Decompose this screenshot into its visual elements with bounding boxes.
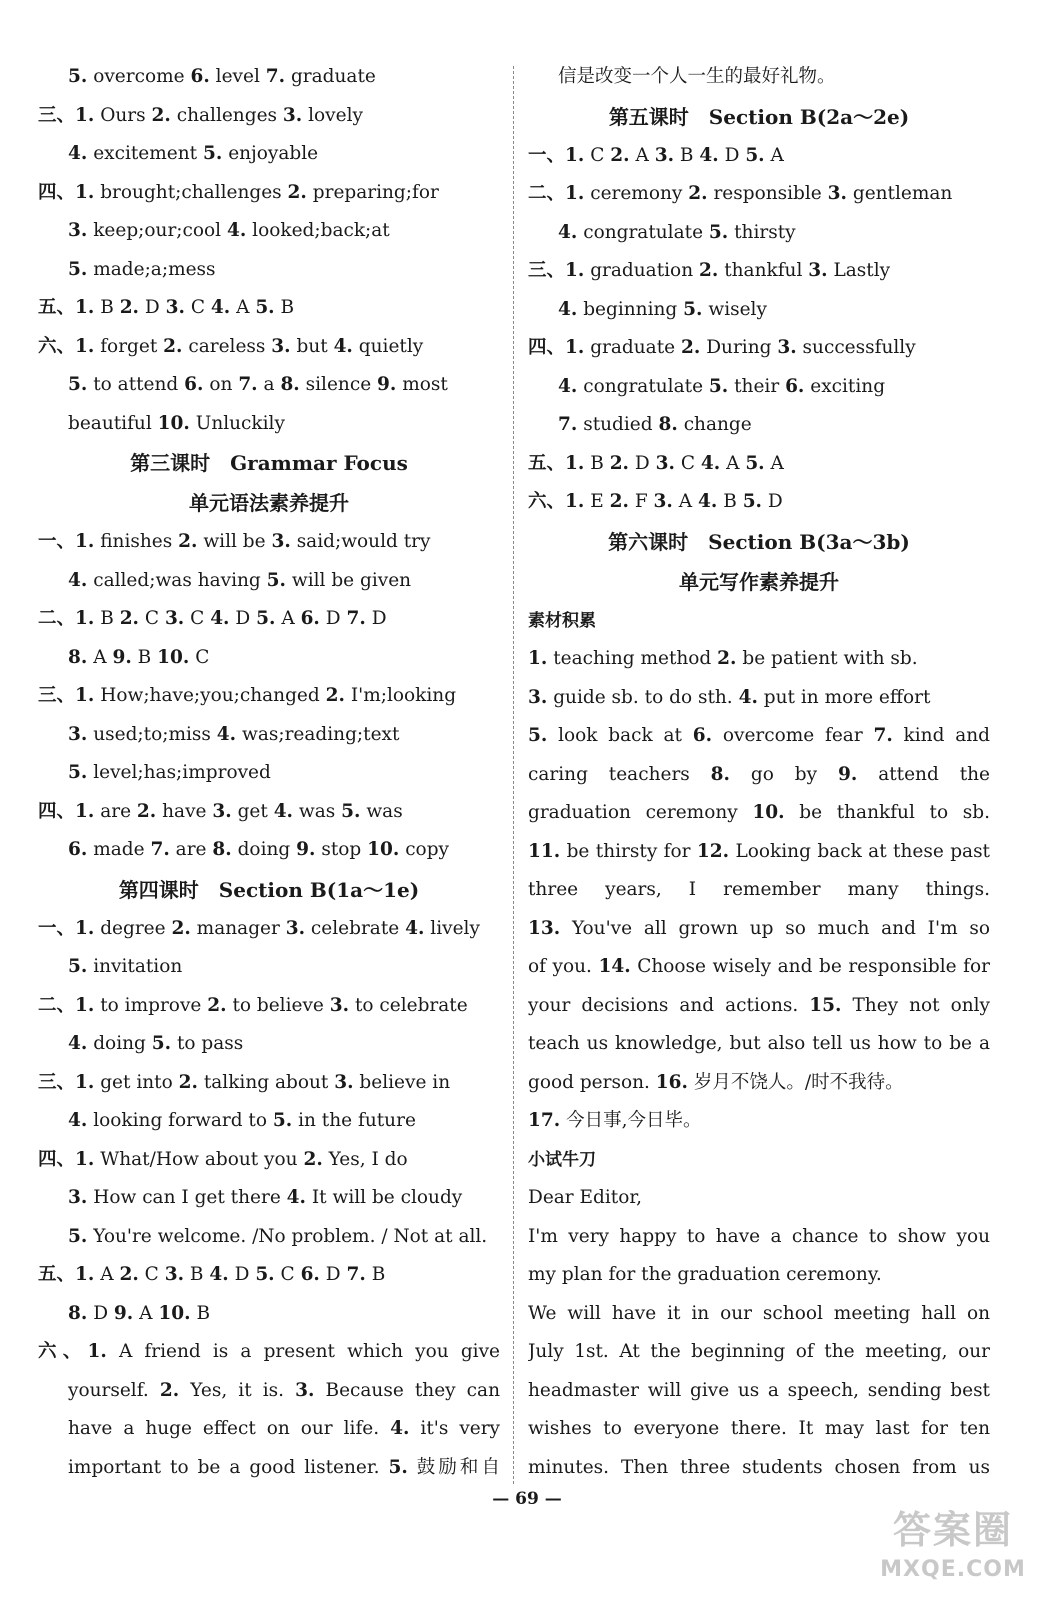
answer-line: 五、1. A 2. C 3. B 4. D 5. C 6. D 7. B [38,1264,386,1285]
answer-line: 4. doing 5. to pass [68,1033,244,1054]
answer-line: 二、1. B 2. C 3. C 4. D 5. A 6. D 7. D [38,608,387,629]
answer-line: good person. 16. 岁月不饶人。/时不我待。 [528,1071,904,1093]
answer-line: 4. excitement 5. enjoyable [68,143,319,164]
section-subheading: 小试牛刀 [528,1149,596,1170]
answer-line: wishes to everyone there. It may last for ten [528,1418,990,1439]
section-heading: 单元写作素养提升 [679,569,839,594]
answer-line: have a huge effect on our life. 4. it's very [68,1418,500,1439]
answer-line: 三、1. get into 2. talking about 3. believe in [38,1071,451,1093]
answer-line: 三、1. Ours 2. challenges 3. lovely [38,104,363,126]
answer-line: 一、1. degree 2. manager 3. celebrate 4. lively [38,917,480,939]
answer-line: July 1st. At the beginning of the meeting, our [528,1341,990,1362]
answer-line: 5. look back at 6. overcome fear 7. kind and [528,725,990,746]
answer-line: 六、1. forget 2. careless 3. but 4. quietly [38,335,424,357]
answer-line: 5. overcome 6. level 7. graduate [68,66,376,87]
answer-line: I'm very happy to have a chance to show you [528,1225,990,1247]
answer-line: of you. 14. Choose wisely and be responsible for [528,956,990,977]
answer-line: 17. 今日事,今日毕。 [528,1110,702,1131]
answer-line: 4. beginning 5. wisely [558,298,767,320]
answer-line: 4. called;was having 5. will be given [68,569,412,591]
section-subheading: 素材积累 [528,610,596,631]
answer-line: 5. invitation [68,956,183,977]
answer-line: graduation ceremony 10. be thankful to sb. [528,802,990,823]
answer-line: beautiful 10. Unluckily [68,412,285,434]
answer-line: 5. to attend 6. on 7. a 8. silence 9. most [68,374,448,395]
answer-line: 5. made;a;mess [68,258,216,280]
answer-line: 4. congratulate 5. thirsty [558,221,796,243]
answer-line: minutes. Then three students chosen from us [528,1456,990,1478]
answer-line: 三、1. How;have;you;changed 2. I'm;looking [38,685,457,706]
answer-line: 三、1. graduation 2. thankful 3. Lastly [528,260,891,281]
section-heading: 第四课时 Section B(1a～1e) [118,877,420,902]
left-column [38,58,500,1487]
answer-line: 4. looking forward to 5. in the future [68,1110,416,1131]
answer-line: important to be a good listener. 5. 鼓励和自 [68,1456,500,1478]
answer-line: 3. guide sb. to do sth. 4. put in more effort [528,686,931,708]
answer-line: Dear Editor, [528,1187,643,1208]
answer-line: 3. keep;our;cool 4. looked;back;at [68,220,390,241]
answer-line: three years, I remember many things. [528,879,990,900]
answer-line: 8. D 9. A 10. B [68,1302,211,1324]
answer-line: 3. used;to;miss 4. was;reading;text [68,723,400,745]
answer-line: 6. made 7. are 8. doing 9. stop 10. copy [68,839,449,860]
section-heading: 单元语法素养提升 [189,491,349,515]
answer-line: my plan for the graduation ceremony. [528,1264,882,1285]
answer-line: 一、1. finishes 2. will be 3. said;would try [38,531,431,552]
answer-line: 5. You're welcome. /No problem. / Not at all. [68,1225,488,1247]
answer-line: 四、1. What/How about you 2. Yes, I do [38,1148,408,1170]
answer-line: 11. be thirsty for 12. Looking back at these past [528,840,990,862]
answer-line: 1. teaching method 2. be patient with sb. [528,648,918,669]
answer-line: your decisions and actions. 15. They not only [528,994,990,1016]
answer-line: yourself. 2. Yes, it is. 3. Because they can [68,1379,500,1401]
answer-line: 5. level;has;improved [68,762,271,783]
answer-line: headmaster will give us a speech, sending best [528,1379,990,1401]
column-divider [513,66,514,1484]
answer-line: 3. How can I get there 4. It will be cloudy [68,1187,463,1208]
section-heading: 第五课时 Section B(2a～2e) [608,104,910,129]
watermark-bottom-text: MXQE.COM [880,1557,1026,1582]
answer-line: caring teachers 8. go by 9. attend the [528,763,990,785]
answer-line: 信是改变一个人一生的最好礼物。 [558,66,836,87]
answer-line: 8. A 9. B 10. C [68,646,210,668]
answer-line: 四、1. are 2. have 3. get 4. was 5. was [38,800,403,822]
answer-line: 二、1. ceremony 2. responsible 3. gentleman [528,183,953,204]
answer-line: 四、1. graduate 2. During 3. successfully [528,337,916,358]
right-column [528,58,990,1487]
watermark-top-text: 答案圈 [892,1508,1013,1552]
section-heading: 第三课时 Grammar Focus [130,451,408,475]
answer-line: 13. You've all grown up so much and I'm so [528,917,990,939]
answer-line: 五、1. B 2. D 3. C 4. A 5. A [528,452,784,474]
answer-line: 4. congratulate 5. their 6. exciting [558,375,886,397]
section-heading: 第六课时 Section B(3a～3b) [608,529,910,554]
answer-line: 二、1. to improve 2. to believe 3. to celebrate [38,994,468,1016]
watermark-logo [868,1504,1038,1594]
answer-line: 四、1. brought;challenges 2. preparing;for [38,181,439,203]
answer-line: 五、1. B 2. D 3. C 4. A 5. B [38,297,295,318]
answer-line: 一、1. C 2. A 3. B 4. D 5. A [528,144,784,166]
answer-line: 六、1. E 2. F 3. A 4. B 5. D [528,491,783,512]
page-number: — 69 — [492,1489,562,1509]
answer-line: We will have it in our school meeting hall on [528,1302,990,1324]
answer-line: teach us knowledge, but also tell us how to be a [528,1033,990,1054]
answer-line: 六、1. A friend is a present which you give [38,1341,500,1362]
answer-line: 7. studied 8. change [558,414,752,435]
